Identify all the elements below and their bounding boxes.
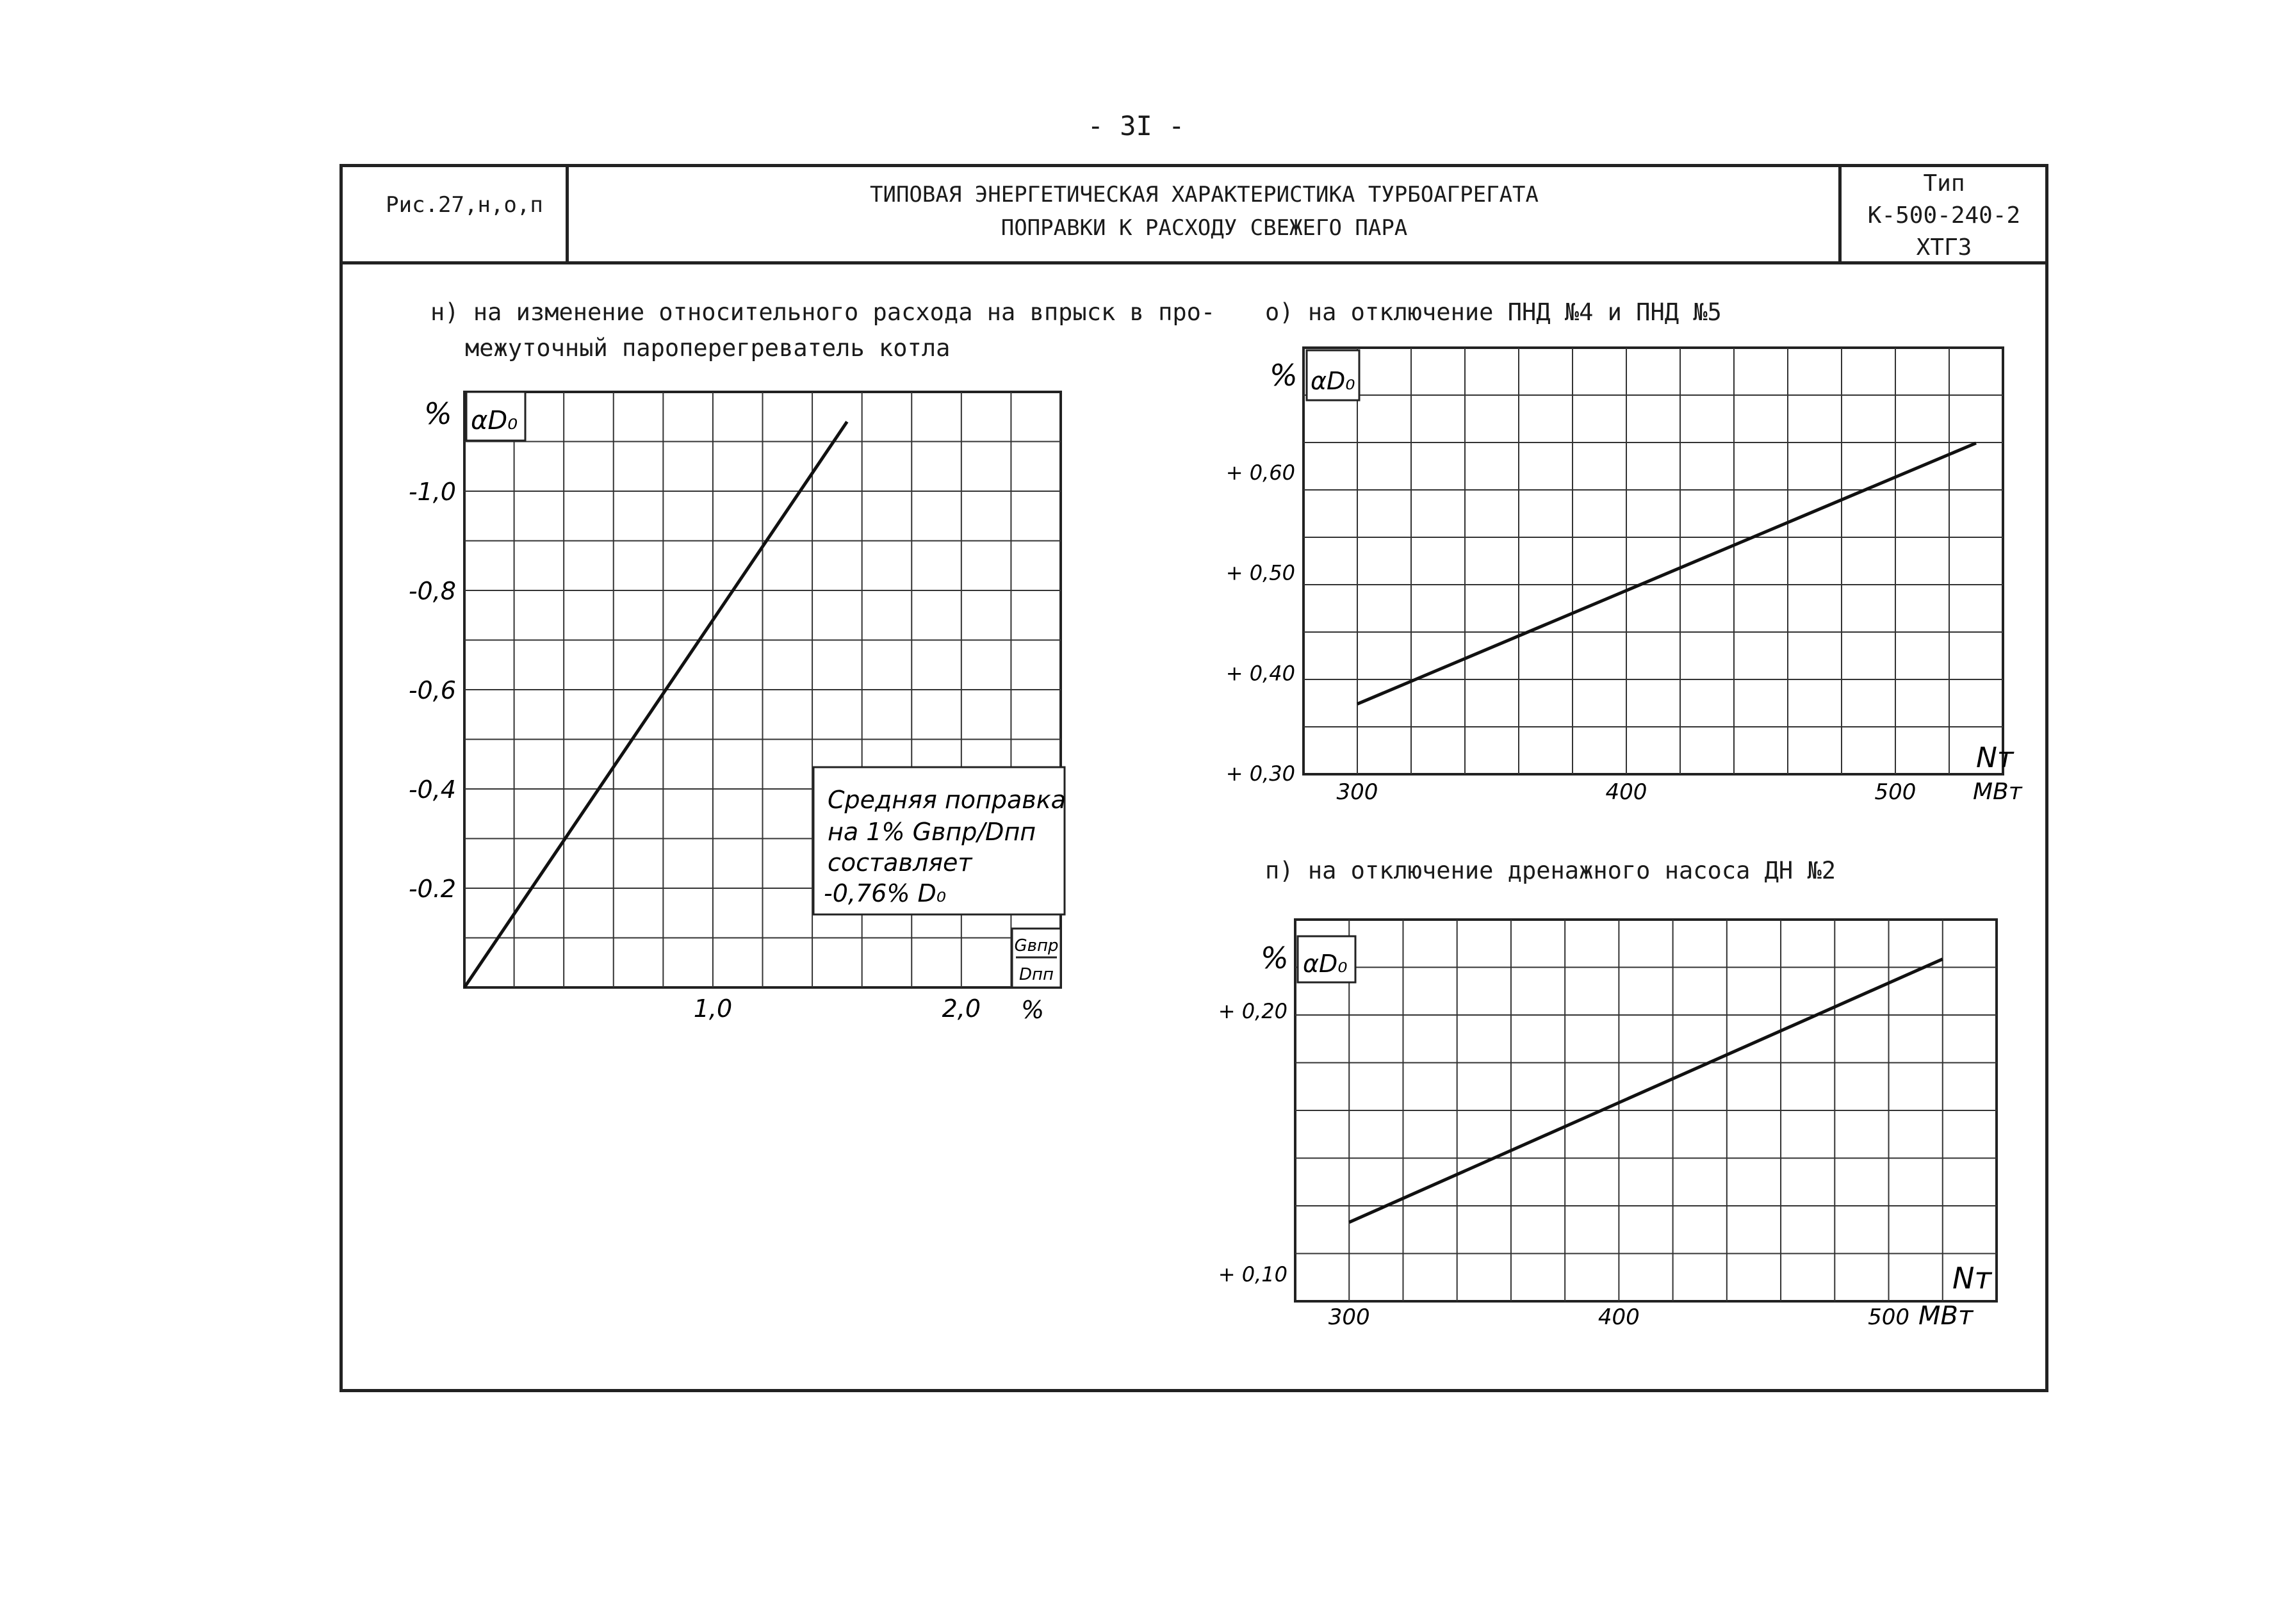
chart-n-x-label-bottom: Dпп (1018, 965, 1054, 984)
chart-n-note-line-1: Средняя поправка (828, 786, 1066, 814)
type-maker: ХТГЗ (1916, 234, 1972, 261)
chart-n-note-line-2: на 1% Gвпр/Dпп (828, 818, 1036, 846)
chart-p-xtick: 500 (1868, 1304, 1909, 1330)
chart-o-ytick: + 0,50 (1225, 560, 1295, 585)
chart-n-note-line-4: -0,76% D₀ (824, 879, 947, 907)
caption-o: о) на отключение ПНД №4 и ПНД №5 (1265, 298, 1722, 326)
chart-p-grid (1295, 920, 1997, 1301)
figure-label: Рис.27,н,о,п (386, 192, 543, 218)
chart-n-note-line-3: составляет (828, 849, 972, 877)
type-model: К-500-240-2 (1867, 202, 2021, 229)
chart-o-y-symbol: αD₀ (1311, 367, 1355, 395)
chart-o-ytick: + 0,30 (1225, 761, 1295, 786)
chart-n-ytick: -0,8 (408, 577, 456, 605)
chart-p-ytick: + 0,20 (1218, 998, 1287, 1023)
chart-n-y-unit: % (424, 396, 452, 431)
chart-o-y-unit: % (1270, 358, 1298, 393)
chart-p-ytick: + 0,10 (1218, 1262, 1287, 1287)
chart-p-y-unit: % (1261, 941, 1289, 975)
type-label: Тип (1923, 170, 1965, 197)
chart-p-x-label: Nт (1952, 1261, 1992, 1295)
chart-o-ytick: + 0,60 (1225, 460, 1295, 485)
chart-n-x-label-top: Gвпр (1014, 936, 1059, 955)
chart-p-xtick: 400 (1598, 1304, 1640, 1330)
chart-n-ytick: -0,6 (408, 676, 456, 704)
title-line-2: ПОПРАВКИ К РАСХОДУ СВЕЖЕГО ПАРА (1001, 215, 1408, 241)
chart-n-ytick: -0.2 (408, 875, 456, 903)
caption-n-line-2: межуточный пароперегреватель котла (465, 334, 951, 362)
chart-n-xtick: 1,0 (693, 995, 733, 1023)
caption-n-line-1: н) на изменение относительного расхода на впрыск в про- (430, 298, 1216, 326)
chart-o-x-label: Nт (1976, 742, 2014, 774)
chart-n-ytick: -0,4 (408, 775, 456, 804)
chart-n-ytick: -1,0 (408, 478, 456, 506)
title-line-1: ТИПОВАЯ ЭНЕРГЕТИЧЕСКАЯ ХАРАКТЕРИСТИКА ТУРБОАГРЕГАТА (870, 182, 1539, 207)
chart-n-x-unit: % (1020, 996, 1045, 1024)
chart-p-xtick: 300 (1328, 1304, 1370, 1330)
chart-o-xtick: 300 (1336, 779, 1378, 805)
chart-p-series-line (1349, 959, 1943, 1222)
chart-p-y-symbol: αD₀ (1303, 950, 1348, 978)
chart-o-xtick: 500 (1874, 779, 1916, 805)
page-number: - 3I - (1087, 110, 1185, 142)
caption-p: п) на отключение дренажного насоса ДН №2 (1265, 857, 1836, 884)
chart-p-x-unit: МВт (1918, 1301, 1974, 1331)
chart-n-xtick: 2,0 (942, 995, 981, 1023)
chart-o-ytick: + 0,40 (1225, 661, 1295, 686)
chart-p-y-ticks (1218, 999, 1287, 1287)
chart-o-xtick: 400 (1605, 779, 1647, 805)
chart-n-y-symbol: αD₀ (471, 406, 518, 435)
chart-p-x-ticks (1328, 1304, 1909, 1330)
chart-o-x-unit: МВт (1973, 779, 2022, 805)
